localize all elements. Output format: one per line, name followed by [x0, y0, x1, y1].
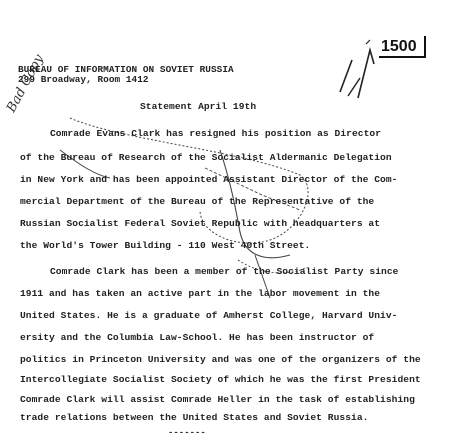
body-line: trade relations between the United States and Soviet Russia.	[20, 412, 369, 423]
body-line: of the Bureau of Research of the Socialist Aldermanic Delegation	[20, 152, 392, 163]
body-line: in New York and has been appointed Assistant Director of the Com-	[20, 174, 398, 185]
body-line: Russian Socialist Federal Soviet Republic with headquarters at	[20, 218, 381, 229]
body-line: 1911 and has taken an active part in the labor movement in the	[20, 288, 381, 299]
body-line: mercial Department of the Bureau of the Representative of the	[20, 196, 375, 207]
organization-address: 299 Broadway, Room 1412	[18, 74, 149, 85]
body-line: Comrade Clark has been a member of the Socialist Party since	[50, 266, 399, 277]
body-line: Comrade Clark will assist Comrade Heller in the task of establishing	[20, 394, 415, 405]
handwritten-note: Bad Copy	[4, 52, 47, 116]
body-line: Comrade Evans Clark has resigned his position as Director	[50, 128, 382, 139]
document-number-stamp: 1500	[379, 36, 426, 58]
body-line: the World's Tower Building - 110 West 40th Street.	[20, 240, 311, 251]
organization-name: BUREAU OF INFORMATION ON SOVIET RUSSIA	[18, 64, 234, 75]
body-line: politics in Princeton University and was one of the organizers of the	[20, 354, 421, 365]
body-line: ersity and the Columbia Law-School. He has been instructor of	[20, 332, 375, 343]
closing-rule: -------	[168, 428, 206, 438]
body-line: Intercollegiate Socialist Society of which he was the first President	[20, 374, 421, 385]
statement-dateline: Statement April 19th	[140, 101, 257, 112]
body-line: United States. He is a graduate of Amherst College, Harvard Univ-	[20, 310, 398, 321]
